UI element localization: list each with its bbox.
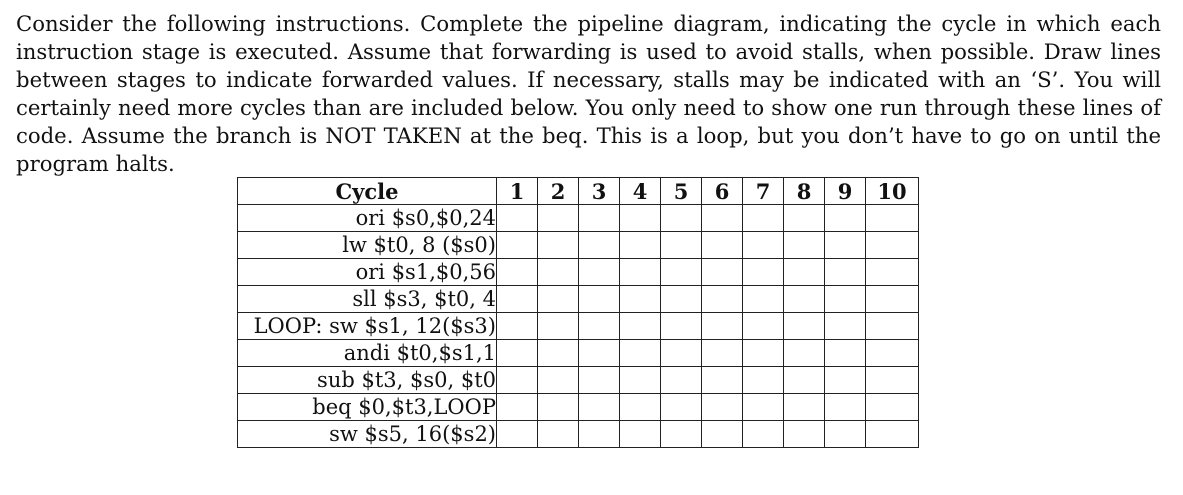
- pipeline-stage-cell[interactable]: [620, 205, 661, 232]
- pipeline-stage-cell[interactable]: [825, 367, 866, 394]
- cycle-number: 8: [784, 178, 825, 205]
- table-row: [238, 421, 919, 448]
- pipeline-stage-cell[interactable]: [497, 232, 538, 259]
- pipeline-stage-cell[interactable]: [620, 340, 661, 367]
- pipeline-stage-cell[interactable]: [866, 394, 919, 421]
- instruction-cell: sw $s5, 16($s2): [238, 421, 497, 448]
- instruction-cell: ori $s0,$0,24: [238, 205, 497, 232]
- pipeline-stage-cell[interactable]: [702, 286, 743, 313]
- pipeline-stage-cell[interactable]: [784, 313, 825, 340]
- instruction-cell: andi $t0,$s1,1: [238, 340, 497, 367]
- pipeline-stage-cell[interactable]: [702, 340, 743, 367]
- pipeline-stage-cell[interactable]: [784, 259, 825, 286]
- pipeline-stage-cell[interactable]: [825, 205, 866, 232]
- pipeline-stage-cell[interactable]: [661, 259, 702, 286]
- pipeline-stage-cell[interactable]: [661, 340, 702, 367]
- pipeline-stage-cell[interactable]: [579, 367, 620, 394]
- cycle-number: 4: [620, 178, 661, 205]
- pipeline-stage-cell[interactable]: [743, 286, 784, 313]
- pipeline-stage-cell[interactable]: [661, 286, 702, 313]
- pipeline-stage-cell[interactable]: [825, 259, 866, 286]
- pipeline-stage-cell[interactable]: [538, 367, 579, 394]
- pipeline-stage-cell[interactable]: [702, 367, 743, 394]
- pipeline-stage-cell[interactable]: [538, 205, 579, 232]
- pipeline-stage-cell[interactable]: [743, 340, 784, 367]
- pipeline-stage-cell[interactable]: [702, 313, 743, 340]
- cycle-number: 9: [825, 178, 866, 205]
- pipeline-stage-cell[interactable]: [784, 421, 825, 448]
- table-row: [238, 232, 919, 259]
- pipeline-stage-cell[interactable]: [579, 232, 620, 259]
- pipeline-stage-cell[interactable]: [661, 421, 702, 448]
- pipeline-stage-cell[interactable]: [784, 340, 825, 367]
- pipeline-stage-cell[interactable]: [497, 286, 538, 313]
- pipeline-stage-cell[interactable]: [538, 421, 579, 448]
- table-row: [238, 205, 919, 232]
- instruction-cell: sll $s3, $t0, 4: [238, 286, 497, 313]
- pipeline-stage-cell[interactable]: [743, 394, 784, 421]
- pipeline-stage-cell[interactable]: [497, 421, 538, 448]
- pipeline-stage-cell[interactable]: [866, 421, 919, 448]
- pipeline-stage-cell[interactable]: [661, 232, 702, 259]
- pipeline-stage-cell[interactable]: [497, 205, 538, 232]
- instruction-cell: ori $s1,$0,56: [238, 259, 497, 286]
- cycle-number: 2: [538, 178, 579, 205]
- pipeline-stage-cell[interactable]: [866, 367, 919, 394]
- pipeline-stage-cell[interactable]: [784, 286, 825, 313]
- pipeline-stage-cell[interactable]: [825, 286, 866, 313]
- pipeline-stage-cell[interactable]: [497, 259, 538, 286]
- pipeline-stage-cell[interactable]: [866, 232, 919, 259]
- pipeline-stage-cell[interactable]: [743, 421, 784, 448]
- pipeline-stage-cell[interactable]: [579, 286, 620, 313]
- pipeline-stage-cell[interactable]: [579, 421, 620, 448]
- cycle-header: Cycle: [238, 178, 497, 205]
- pipeline-stage-cell[interactable]: [497, 313, 538, 340]
- pipeline-stage-cell[interactable]: [866, 286, 919, 313]
- pipeline-stage-cell[interactable]: [538, 259, 579, 286]
- instructions-paragraph: Consider the following instructions. Complete the pipeline diagram, indicating the cycle in which each instruction stage is executed. Assume that forwarding is used to avoid stalls, when possible. Draw lines between stages to indicate forwarded values. If necessary, stalls may be indicated with an ‘S’. You will certainly need more cycles than are included below. You only need to show one run through these lines of code. Assume the branch is NOT TAKEN at the beq. This is a loop, but you don’t have to go on until the program halts.: [16, 11, 1161, 176]
- pipeline-stage-cell[interactable]: [620, 232, 661, 259]
- pipeline-stage-cell[interactable]: [538, 340, 579, 367]
- pipeline-stage-cell[interactable]: [661, 394, 702, 421]
- table-row: [238, 313, 919, 340]
- pipeline-stage-cell[interactable]: [702, 205, 743, 232]
- pipeline-stage-cell[interactable]: [538, 232, 579, 259]
- pipeline-stage-cell[interactable]: [579, 340, 620, 367]
- pipeline-stage-cell[interactable]: [538, 394, 579, 421]
- pipeline-stage-cell[interactable]: [743, 259, 784, 286]
- pipeline-stage-cell[interactable]: [743, 205, 784, 232]
- pipeline-stage-cell[interactable]: [620, 259, 661, 286]
- pipeline-stage-cell[interactable]: [620, 367, 661, 394]
- table-row: [238, 259, 919, 286]
- pipeline-stage-cell[interactable]: [702, 394, 743, 421]
- pipeline-stage-cell[interactable]: [866, 340, 919, 367]
- pipeline-diagram-table: [237, 177, 919, 448]
- pipeline-stage-cell[interactable]: [784, 394, 825, 421]
- pipeline-stage-cell[interactable]: [497, 367, 538, 394]
- cycle-number: 6: [702, 178, 743, 205]
- pipeline-stage-cell[interactable]: [579, 313, 620, 340]
- pipeline-stage-cell[interactable]: [620, 421, 661, 448]
- pipeline-stage-cell[interactable]: [661, 205, 702, 232]
- pipeline-stage-cell[interactable]: [866, 259, 919, 286]
- pipeline-stage-cell[interactable]: [825, 313, 866, 340]
- pipeline-stage-cell[interactable]: [825, 394, 866, 421]
- pipeline-stage-cell[interactable]: [825, 232, 866, 259]
- pipeline-stage-cell[interactable]: [702, 421, 743, 448]
- pipeline-stage-cell[interactable]: [784, 232, 825, 259]
- instruction-cell: sub $t3, $s0, $t0: [238, 367, 497, 394]
- pipeline-stage-cell[interactable]: [784, 367, 825, 394]
- table-row: [238, 340, 919, 367]
- pipeline-stage-cell[interactable]: [579, 205, 620, 232]
- pipeline-stage-cell[interactable]: [579, 394, 620, 421]
- pipeline-stage-cell[interactable]: [497, 394, 538, 421]
- pipeline-stage-cell[interactable]: [579, 259, 620, 286]
- pipeline-stage-cell[interactable]: [743, 232, 784, 259]
- cycle-number: 5: [661, 178, 702, 205]
- pipeline-stage-cell[interactable]: [702, 259, 743, 286]
- table-row: [238, 394, 919, 421]
- pipeline-stage-cell[interactable]: [743, 367, 784, 394]
- table-header-row: [238, 178, 919, 205]
- pipeline-stage-cell[interactable]: [661, 367, 702, 394]
- pipeline-stage-cell[interactable]: [620, 286, 661, 313]
- pipeline-stage-cell[interactable]: [702, 232, 743, 259]
- pipeline-stage-cell[interactable]: [784, 205, 825, 232]
- cycle-number: 10: [866, 178, 919, 205]
- cycle-number: 7: [743, 178, 784, 205]
- instruction-cell: lw $t0, 8 ($s0): [238, 232, 497, 259]
- instruction-cell: beq $0,$t3,LOOP: [238, 394, 497, 421]
- table-row: [238, 286, 919, 313]
- pipeline-stage-cell[interactable]: [825, 421, 866, 448]
- pipeline-stage-cell[interactable]: [620, 313, 661, 340]
- cycle-number: 1: [497, 178, 538, 205]
- pipeline-stage-cell[interactable]: [497, 340, 538, 367]
- pipeline-stage-cell[interactable]: [538, 286, 579, 313]
- pipeline-stage-cell[interactable]: [743, 313, 784, 340]
- pipeline-stage-cell[interactable]: [825, 340, 866, 367]
- pipeline-stage-cell[interactable]: [661, 313, 702, 340]
- pipeline-stage-cell[interactable]: [538, 313, 579, 340]
- table-row: [238, 367, 919, 394]
- pipeline-stage-cell[interactable]: [866, 205, 919, 232]
- cycle-number: 3: [579, 178, 620, 205]
- pipeline-stage-cell[interactable]: [620, 394, 661, 421]
- instruction-cell: LOOP: sw $s1, 12($s3): [238, 313, 497, 340]
- pipeline-stage-cell[interactable]: [866, 313, 919, 340]
